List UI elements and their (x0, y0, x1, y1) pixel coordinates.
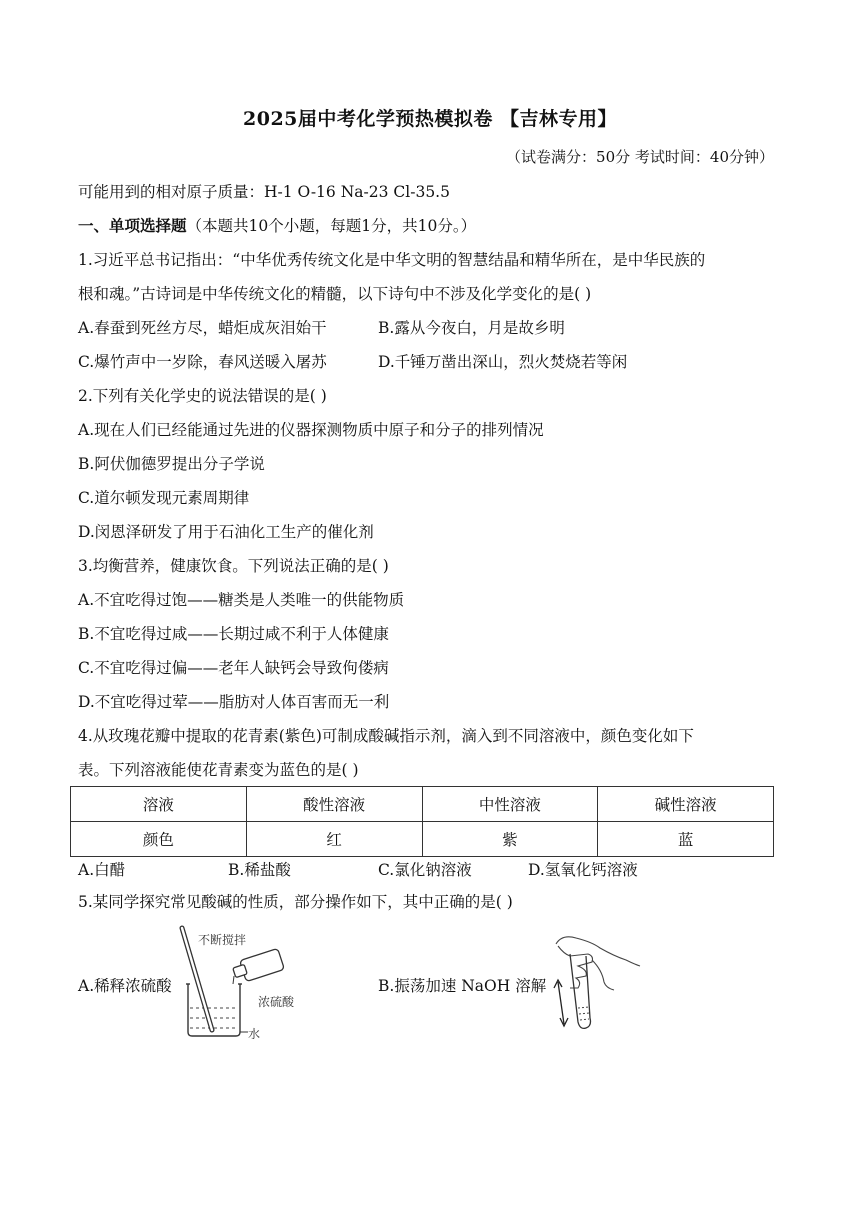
q2-stem: 2.下列有关化学史的说法错误的是( ) (78, 387, 327, 405)
q1-option-a: A.春蚕到死丝方尽，蜡炬成灰泪始干 (78, 319, 327, 337)
indicator-color-table (70, 786, 774, 857)
section-note: （本题共10个小题，每题1分，共10分。） (186, 217, 477, 235)
q4-stem-line1: 4.从玫瑰花瓣中提取的花青素(紫色)可制成酸碱指示剂，滴入到不同溶液中，颜色变化如下 (78, 727, 694, 745)
q1-options-row1 (78, 318, 565, 338)
atomic-masses: 可能用到的相对原子质量：H-1 O-16 Na-23 Cl-35.5 (78, 183, 450, 201)
q1-option-d: D.千锤万凿出深山，烈火焚烧若等闲 (378, 353, 628, 371)
q3-option-a: A.不宜吃得过饱——糖类是人类唯一的供能物质 (78, 591, 405, 609)
q4-option-b: B.稀盐酸 (228, 861, 291, 879)
section-title: 一、单项选择题 (78, 216, 187, 235)
table-cell: 蓝 (598, 822, 774, 857)
q5-option-b: B.振荡加速 NaOH 溶解 (378, 977, 547, 995)
dilution-figure (176, 922, 316, 1047)
table-cell: 溶液 (71, 787, 247, 822)
q5-stem: 5.某同学探究常见酸碱的性质，部分操作如下，其中正确的是( ) (78, 893, 513, 911)
q4-stem-line2: 表。下列溶液能使花青素变为蓝色的是( ) (78, 761, 359, 779)
q1-option-b: B.露从今夜白，月是故乡明 (378, 319, 565, 337)
q1-options-row2 (78, 352, 628, 372)
section-heading (78, 216, 476, 236)
shake-arrow-icon (558, 982, 564, 1024)
exam-info: （试卷满分：50分 考试时间：40分钟） (506, 148, 774, 166)
acid-bottle-icon (233, 948, 285, 984)
q2-option-b: B.阿伏伽德罗提出分子学说 (78, 455, 265, 473)
table-cell: 酸性溶液 (246, 787, 422, 822)
q2-option-a: A.现在人们已经能通过先进的仪器探测物质中原子和分子的排列情况 (78, 421, 544, 439)
q1-stem-line2: 根和魂。”古诗词是中华传统文化的精髓，以下诗句中不涉及化学变化的是( ) (78, 285, 592, 303)
shaking-figure (548, 930, 648, 1040)
table-cell: 紫 (422, 822, 598, 857)
q3-stem: 3.均衡营养，健康饮食。下列说法正确的是( ) (78, 557, 389, 575)
table-cell: 中性溶液 (422, 787, 598, 822)
table-row (71, 787, 774, 822)
table-cell: 红 (246, 822, 422, 857)
q4-option-d: D.氢氧化钙溶液 (528, 861, 638, 879)
table-cell: 颜色 (71, 822, 247, 857)
q3-option-b: B.不宜吃得过咸——长期过咸不利于人体健康 (78, 625, 389, 643)
q2-option-c: C.道尔顿发现元素周期律 (78, 489, 250, 507)
table-cell: 碱性溶液 (598, 787, 774, 822)
q5-option-a: A.稀释浓硫酸 (78, 977, 172, 995)
q1-option-c: C.爆竹声中一岁除，春风送暖入屠苏 (78, 353, 327, 371)
hand-icon (556, 937, 640, 966)
q3-option-d: D.不宜吃得过荤——脂肪对人体百害而无一利 (78, 693, 390, 711)
q2-option-d: D.闵恩泽研发了用于石油化工生产的催化剂 (78, 523, 374, 541)
dilution-illustration (176, 922, 316, 1047)
water-label: 水 (248, 1027, 261, 1041)
q4-option-a: A.白醋 (78, 861, 126, 879)
stir-label: 不断搅拌 (198, 933, 247, 947)
q1-stem-line1: 1.习近平总书记指出：“中华优秀传统文化是中华文明的智慧结晶和精华所在，是中华民族的 (78, 251, 706, 269)
acid-label: 浓硫酸 (258, 995, 295, 1009)
table-row (71, 822, 774, 857)
q3-option-c: C.不宜吃得过偏——老年人缺钙会导致佝偻病 (78, 659, 389, 677)
exam-title: 2025届中考化学预热模拟卷 【吉林专用】 (243, 108, 617, 130)
q4-option-c: C.氯化钠溶液 (378, 861, 472, 879)
